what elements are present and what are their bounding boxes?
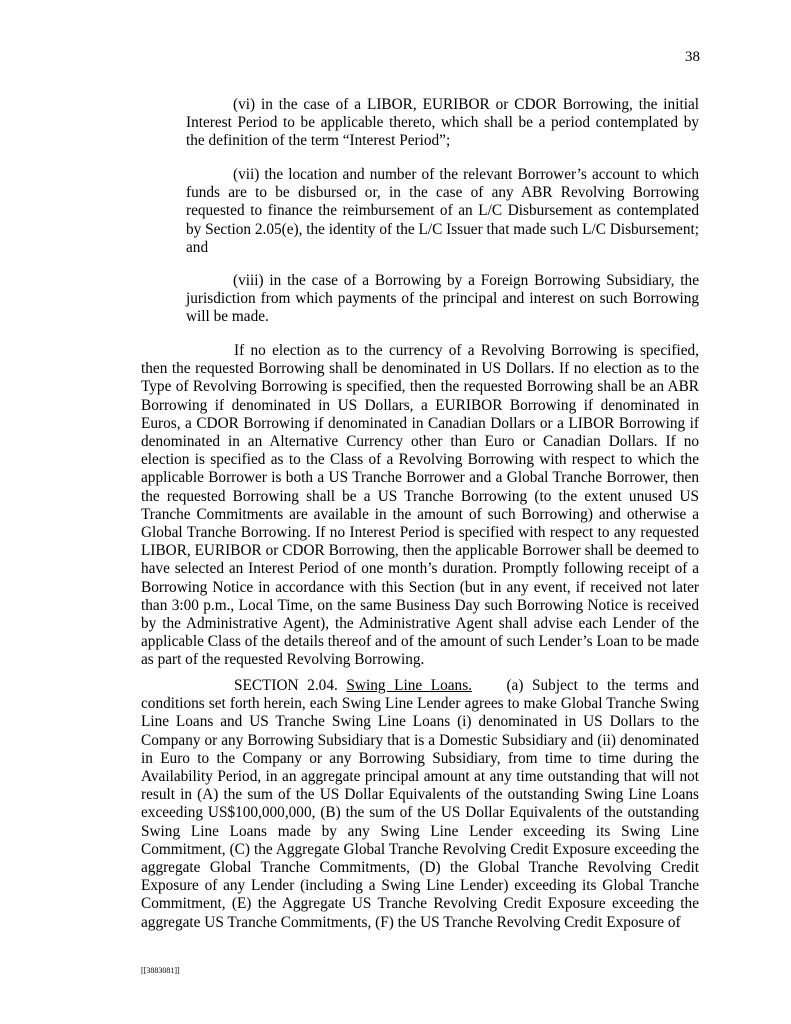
section-text: (a) Subject to the terms and conditions set forth herein, each Swing Line Lender agrees to make Global Tranche Swing Line Loans and US Tranche Swing Line Loans (i) denominated in US Dollars to the Company or any Borrowing Subsidiary that is a Domestic Subsidiary and (ii) denominated in Euro to the Company or any Borrowing Subsidiary, from time to time during the Availability Period, in an aggregate principal amount at any time outstanding that will not result in (A) the sum of the US Dollar Equivalents of the outstanding Swing Line Loans exceeding US$100,000,000, (B) the sum of the US Dollar Equivalents of the outstanding Swing Line Loans made by any Swing Line Lender exceeding its Swing Line Commitment, (C) the Aggregate Global Tranche Revolving Credit Exposure exceeding the aggregate Global Tranche Commitments, (D) the Global Tranche Revolving Credit Exposure of any Lender (including a Swing Line Lender) exceeding its Global Tranche Commitment, (E) the Aggregate US Tranche Revolving Credit Exposure exceeding the aggregate US Tranche Commitments, (F) the US Tranche Revolving Credit Exposure of xyxy=(141,677,700,931)
section-title: Swing Line Loans. xyxy=(346,677,472,694)
clause-vi xyxy=(186,96,699,151)
clause-vii xyxy=(186,166,699,257)
clause-vi-text: (vi) in the case of a LIBOR, EURIBOR or CDOR Borrowing, the initial Interest Period to be applicable thereto, which shall be a period contemplated by the definition of the term “Interest Period”; xyxy=(186,96,699,150)
section-2-04 xyxy=(141,677,699,932)
clause-vii-text: (vii) the location and number of the relevant Borrower’s account to which funds are to be disbursed or, in the case of any ABR Revolving Borrowing requested to finance the reimbursement of an L/C Disbursement as contemplated by Section 2.05(e), the identity of the L/C Issuer that made such L/C Disbursement; and xyxy=(186,166,699,256)
clause-viii xyxy=(186,272,699,327)
election-paragraph xyxy=(141,342,699,670)
election-paragraph-text: If no election as to the currency of a Revolving Borrowing is specified, then the requested Borrowing shall be denominated in US Dollars. If no election as to the Type of Revolving Borrowing is specified, then the requested Borrowing shall be an ABR Borrowing if denominated in US Dollars, a EURIBOR Borrowing if denominated in Euros, a CDOR Borrowing if denominated in Canadian Dollars or a LIBOR Borrowing if denominated in an Alternative Currency other than Euro or Canadian Dollars. If no election is specified as to the Class of a Revolving Borrowing with respect to which the applicable Borrower is both a US Tranche Borrower and a Global Tranche Borrower, then the requested Borrowing shall be a US Tranche Borrowing (to the extent unused US Tranche Commitments are available in the amount of such Borrowing) and otherwise a Global Tranche Borrowing. If no Interest Period is specified with respect to any requested LIBOR, EURIBOR or CDOR Borrowing, then the applicable Borrower shall be deemed to have selected an Interest Period of one month’s duration. Promptly following receipt of a Borrowing Notice in accordance with this Section (but in any event, if received not later than 3:00 p.m., Local Time, on the same Business Day such Borrowing Notice is received by the Administrative Agent), the Administrative Agent shall advise each Lender of the applicable Class of the details thereof and of the amount of such Lender’s Loan to be made as part of the requested Revolving Borrowing. xyxy=(141,342,699,669)
section-number: SECTION 2.04. xyxy=(234,677,338,694)
clause-viii-text: (viii) in the case of a Borrowing by a Foreign Borrowing Subsidiary, the jurisdiction from which payments of the principal and interest on such Borrowing will be made. xyxy=(186,272,699,326)
page-number: 38 xyxy=(685,49,700,65)
document-id-footer: [[3883081]] xyxy=(141,966,180,975)
